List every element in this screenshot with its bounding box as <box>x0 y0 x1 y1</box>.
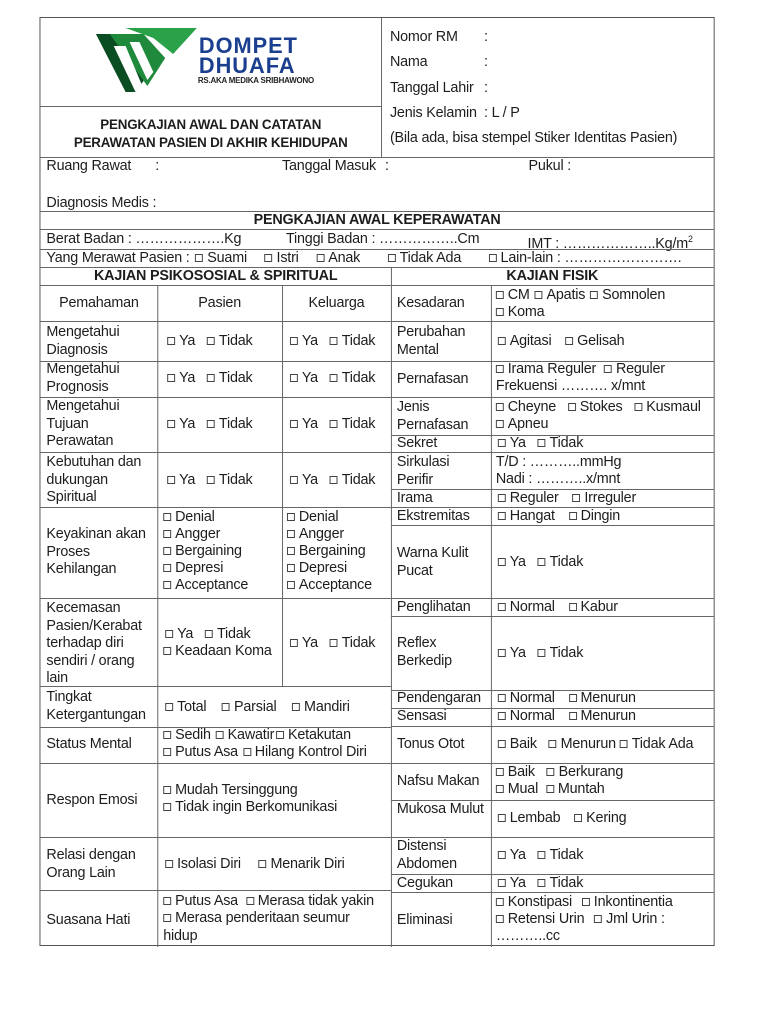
checkbox[interactable] <box>163 786 171 794</box>
berat-badan-field: Berat Badan : ……………….Kg <box>46 231 242 247</box>
checkbox[interactable] <box>163 530 171 538</box>
label-tonus-otot: Tonus Otot <box>396 736 465 752</box>
colon: : <box>384 158 389 174</box>
checkbox[interactable] <box>243 748 251 756</box>
header-bottom-line <box>40 157 713 158</box>
checkbox[interactable] <box>287 547 295 555</box>
checkbox[interactable] <box>290 337 298 345</box>
row-line <box>40 452 390 453</box>
checkbox[interactable] <box>498 851 506 859</box>
imt-field: IMT : $\dots\dots\dots\dots\dots\dots..Kg/m^2$ <box>527 234 693 252</box>
checkbox[interactable] <box>163 547 171 555</box>
checkbox[interactable] <box>496 785 504 793</box>
label-nama: Nama <box>389 54 428 70</box>
label-mukosa: Mukosa Mulut <box>396 801 484 817</box>
diagnosis-keluarga-options: Ya Tidak <box>288 333 375 350</box>
checkbox[interactable] <box>498 512 506 520</box>
kecemasan-keluarga-options: Ya Tidak <box>288 635 375 652</box>
row-line <box>391 525 714 526</box>
prognosis-pasien-options: Ya Tidak <box>165 370 252 387</box>
status-mental-options: Sedih Kawatir Ketakutan Putus Asa Hilang Kontrol Diri <box>163 727 367 761</box>
checkbox[interactable] <box>498 814 506 822</box>
checkbox[interactable] <box>290 476 298 484</box>
checkbox[interactable] <box>547 768 555 776</box>
checkbox[interactable] <box>167 420 175 428</box>
keyakinan-keluarga-options: Denial Angger Bergaining Depresi Acceptance <box>287 509 372 594</box>
checkbox[interactable] <box>163 897 171 905</box>
form-title-line-2: PERAWATAN PASIEN DI AKHIR KEHIDUPAN <box>73 135 348 150</box>
checkbox[interactable] <box>498 740 506 748</box>
checkbox[interactable] <box>330 476 338 484</box>
col-line <box>282 285 283 686</box>
checkbox[interactable] <box>276 731 284 739</box>
checkbox[interactable] <box>535 291 543 299</box>
nafsu-options: Baik Berkurang Mual Muntah <box>496 764 623 798</box>
checkbox[interactable] <box>569 712 577 720</box>
checkbox[interactable] <box>498 694 506 702</box>
kebutuhan-pasien-options: Ya Tidak <box>165 472 252 489</box>
row-label-diagnosis: Mengetahui Diagnosis <box>46 324 120 358</box>
checkbox[interactable] <box>496 403 504 411</box>
checkbox[interactable] <box>290 374 298 382</box>
reflex-options: Ya Tidak <box>496 645 583 662</box>
checkbox[interactable] <box>634 403 642 411</box>
psiko-title: KAJIAN PSIKOSOSIAL & SPIRITUAL <box>93 268 338 284</box>
row-label-keyakinan: Keyakinan akan Proses Kehilangan <box>46 526 146 577</box>
jenis-options: Cheyne Stokes Kusmaul Apneu <box>496 399 701 433</box>
label-eliminasi: Eliminasi <box>396 912 453 928</box>
row-line <box>40 890 390 891</box>
label-kesadaran: Kesadaran <box>396 295 465 311</box>
cegukan-options: Ya Tidak <box>496 875 583 892</box>
checkbox[interactable] <box>259 860 267 868</box>
tonus-options: Baik Menurun Tidak Ada <box>496 736 693 753</box>
checkbox[interactable] <box>496 768 504 776</box>
checkbox[interactable] <box>163 564 171 572</box>
row-label-tingkat: Tingkat Ketergantungan <box>46 689 146 723</box>
checkbox[interactable] <box>167 337 175 345</box>
section-line <box>40 229 713 230</box>
jenis-kelamin-value: : L / P <box>483 105 520 121</box>
checkbox[interactable] <box>163 581 171 589</box>
kebutuhan-keluarga-options: Ya Tidak <box>288 472 375 489</box>
checkbox[interactable] <box>594 915 602 923</box>
checkbox[interactable] <box>290 639 298 647</box>
label-tanggal-lahir: Tanggal Lahir <box>389 80 474 96</box>
checkbox[interactable] <box>498 649 506 657</box>
checkbox[interactable] <box>549 740 557 748</box>
section-title-keperawatan: PENGKAJIAN AWAL KEPERAWATAN <box>253 212 501 228</box>
checkbox[interactable] <box>207 476 215 484</box>
kesadaran-options: CM Apatis Somnolen Koma <box>496 287 665 321</box>
colon: : <box>483 54 488 70</box>
label-jenis-kelamin: Jenis Kelamin <box>389 105 477 121</box>
checkbox[interactable] <box>207 337 215 345</box>
title-divider <box>40 106 381 107</box>
checkbox[interactable] <box>498 603 506 611</box>
row-label-tujuan: Mengetahui Tujuan Perawatan <box>46 398 120 449</box>
penglihatan-options: Normal Kabur <box>496 599 618 616</box>
suasana-hati-options: Putus Asa Merasa tidak yakin Merasa penderitaan seumur hidup <box>163 893 374 944</box>
col-header-keluarga: Keluarga <box>308 295 365 311</box>
checkbox[interactable] <box>167 374 175 382</box>
checkbox[interactable] <box>388 254 396 262</box>
row-label-suasana-hati: Suasana Hati <box>46 912 131 928</box>
row-line <box>40 321 390 322</box>
checkbox[interactable] <box>216 731 224 739</box>
checkbox[interactable] <box>538 439 546 447</box>
tinggi-badan-field: Tinggi Badan : ……………..Cm <box>285 231 480 247</box>
sekret-options: Ya Tidak <box>496 435 583 452</box>
colon: : <box>483 29 488 45</box>
row-line <box>40 763 390 764</box>
checkbox[interactable] <box>582 898 590 906</box>
checkbox[interactable] <box>538 649 546 657</box>
label-pendengaran: Pendengaran <box>396 690 481 706</box>
checkbox[interactable] <box>292 703 300 711</box>
checkbox[interactable] <box>316 254 324 262</box>
checkbox[interactable] <box>568 403 576 411</box>
label-sekret: Sekret <box>396 435 438 451</box>
warna-kulit-options: Ya Tidak <box>496 554 583 571</box>
checkbox[interactable] <box>165 630 173 638</box>
row-line <box>391 892 714 893</box>
checkbox[interactable] <box>167 476 175 484</box>
logo-subtitle: RS.AKA MEDIKA SRIBHAWONO <box>197 76 314 85</box>
label-nafsu-makan: Nafsu Makan <box>396 773 480 789</box>
row-label-status-mental: Status Mental <box>46 736 132 752</box>
label-ekstremitas: Ekstremitas <box>396 508 470 524</box>
row-line <box>40 598 390 599</box>
logo-icon <box>96 28 197 92</box>
checkbox[interactable] <box>163 748 171 756</box>
row-label-kebutuhan: Kebutuhan dan dukungan Spiritual <box>46 454 142 505</box>
label-perubahan-mental: Perubahan Mental <box>396 324 466 358</box>
label-cegukan: Cegukan <box>396 875 453 891</box>
checkbox[interactable] <box>222 703 230 711</box>
row-line <box>391 726 714 727</box>
checkbox[interactable] <box>498 494 506 502</box>
checkbox[interactable] <box>538 558 546 566</box>
tingkat-options: Total Parsial Mandiri <box>163 699 350 716</box>
checkbox[interactable] <box>538 879 546 887</box>
prognosis-keluarga-options: Ya Tidak <box>288 370 375 387</box>
checkbox[interactable] <box>538 851 546 859</box>
checkbox[interactable] <box>265 254 273 262</box>
checkbox[interactable] <box>574 814 582 822</box>
checkbox[interactable] <box>163 914 171 922</box>
label-irama: Irama <box>396 490 433 506</box>
checkbox[interactable] <box>287 581 295 589</box>
checkbox[interactable] <box>330 639 338 647</box>
checkbox[interactable] <box>569 512 577 520</box>
colon: : <box>483 80 488 96</box>
checkbox[interactable] <box>205 630 213 638</box>
checkbox[interactable] <box>496 898 504 906</box>
checkbox[interactable] <box>165 860 173 868</box>
pendengaran-options: Normal Menurun <box>496 690 636 707</box>
checkbox[interactable] <box>498 712 506 720</box>
main-divider <box>391 267 392 947</box>
checkbox[interactable] <box>163 803 171 811</box>
label-warna-kulit: Warna Kulit Pucat <box>396 545 469 579</box>
checkbox[interactable] <box>489 254 497 262</box>
perubahan-options: Agitasi Gelisah <box>496 333 625 350</box>
respon-emosi-options: Mudah Tersinggung Tidak ingin Berkomunikasi <box>163 782 337 816</box>
checkbox[interactable] <box>330 420 338 428</box>
checkbox[interactable] <box>565 337 573 345</box>
header-divider <box>381 18 382 157</box>
logo-text-dompet: DOMPET <box>198 33 298 58</box>
fisik-title: KAJIAN FISIK <box>506 268 599 284</box>
sirkulasi-fields: T/D : ………..mmHg Nadi : ………..x/mnt <box>495 454 622 487</box>
checkbox[interactable] <box>498 439 506 447</box>
checkbox[interactable] <box>496 308 504 316</box>
keyakinan-pasien-options: Denial Angger Bergaining Depresi Acceptance <box>163 509 248 594</box>
checkbox[interactable] <box>207 420 215 428</box>
checkbox[interactable] <box>163 731 171 739</box>
label-tanggal-masuk: Tanggal Masuk <box>282 158 377 174</box>
mukosa-options: Lembab Kering <box>496 810 627 827</box>
col-header-pasien: Pasien <box>198 295 242 311</box>
label-nomor-rm: Nomor RM <box>389 29 458 45</box>
checkbox[interactable] <box>498 879 506 887</box>
label-sirkulasi: Sirkulasi Perifir <box>396 454 450 488</box>
irama-options: Reguler Irreguler <box>496 490 636 507</box>
checkbox[interactable] <box>604 365 612 373</box>
row-line <box>40 837 390 838</box>
checkbox[interactable] <box>195 254 203 262</box>
logo-text-dhuafa: DHUAFA <box>198 53 296 78</box>
checkbox[interactable] <box>246 897 254 905</box>
label-distensi: Distensi Abdomen <box>396 838 457 872</box>
checkbox[interactable] <box>287 564 295 572</box>
row-line <box>391 616 714 617</box>
checkbox[interactable] <box>165 703 173 711</box>
checkbox[interactable] <box>330 374 338 382</box>
form-title-line-1: PENGKAJIAN AWAL DAN CATATAN <box>100 117 322 132</box>
label-ruang-rawat: Ruang Rawat <box>46 158 132 174</box>
checkbox[interactable] <box>496 365 504 373</box>
row-label-relasi: Relasi dengan Orang Lain <box>46 847 136 881</box>
eliminasi-options: Konstipasi Inkontinentia Retensi Urin Jml Urin : ………..cc <box>495 894 673 944</box>
checkbox[interactable] <box>569 694 577 702</box>
checkbox[interactable] <box>163 647 171 655</box>
kecemasan-pasien-options: Ya Tidak Keadaan Koma <box>163 626 271 660</box>
tujuan-pasien-options: Ya Tidak <box>165 416 252 433</box>
label-reflex: Reflex Berkedip <box>396 635 452 669</box>
row-line <box>391 452 714 453</box>
merawat-row: Yang Merawat Pasien : Suami Istri Anak Tidak Ada Lain-lain : ……………………. <box>46 250 682 266</box>
label-jenis-pernafasan: Jenis Pernafasan <box>396 399 469 433</box>
col-line <box>157 686 158 947</box>
label-diagnosis-medis: Diagnosis Medis : <box>46 195 157 211</box>
checkbox[interactable] <box>287 513 295 521</box>
assessment-form <box>39 17 714 946</box>
label-sensasi: Sensasi <box>396 708 447 724</box>
checkbox[interactable] <box>498 558 506 566</box>
ekstremitas-options: Hangat Dingin <box>496 508 620 525</box>
checkbox[interactable] <box>572 494 580 502</box>
relasi-options: Isolasi Diri Menarik Diri <box>163 856 344 873</box>
col-header-pemahaman: Pemahaman <box>59 295 139 311</box>
diagnosis-pasien-options: Ya Tidak <box>165 333 252 350</box>
row-label-prognosis: Mengetahui Prognosis <box>46 361 120 395</box>
row-line <box>391 397 714 398</box>
pernafasan-options: Irama Reguler Reguler Frekuensi ………. x/mnt <box>495 361 665 394</box>
identity-note: (Bila ada, bisa stempel Stiker Identitas Pasien) <box>389 130 678 146</box>
checkbox[interactable] <box>620 740 628 748</box>
tujuan-keluarga-options: Ya Tidak <box>288 416 375 433</box>
checkbox[interactable] <box>287 530 295 538</box>
row-line <box>40 507 390 508</box>
checkbox[interactable] <box>496 420 504 428</box>
checkbox[interactable] <box>330 337 338 345</box>
label-penglihatan: Penglihatan <box>396 599 471 615</box>
row-label-respon-emosi: Respon Emosi <box>46 792 138 808</box>
checkbox[interactable] <box>163 513 171 521</box>
row-line <box>391 321 714 322</box>
checkbox[interactable] <box>290 420 298 428</box>
section-line <box>40 285 713 286</box>
checkbox[interactable] <box>207 374 215 382</box>
row-label-kecemasan: Kecemasan Pasien/Kerabat terhadap diri sendiri / orang lain <box>46 600 142 686</box>
label-pernafasan: Pernafasan <box>396 371 469 387</box>
checkbox[interactable] <box>496 915 504 923</box>
checkbox[interactable] <box>498 337 506 345</box>
checkbox[interactable] <box>590 291 598 299</box>
colon: : <box>155 158 160 174</box>
checkbox[interactable] <box>569 603 577 611</box>
distensi-options: Ya Tidak <box>496 847 583 864</box>
col-line <box>157 285 158 686</box>
checkbox[interactable] <box>496 291 504 299</box>
checkbox[interactable] <box>546 785 554 793</box>
label-pukul: Pukul : <box>528 158 572 174</box>
sensasi-options: Normal Menurun <box>496 708 636 725</box>
